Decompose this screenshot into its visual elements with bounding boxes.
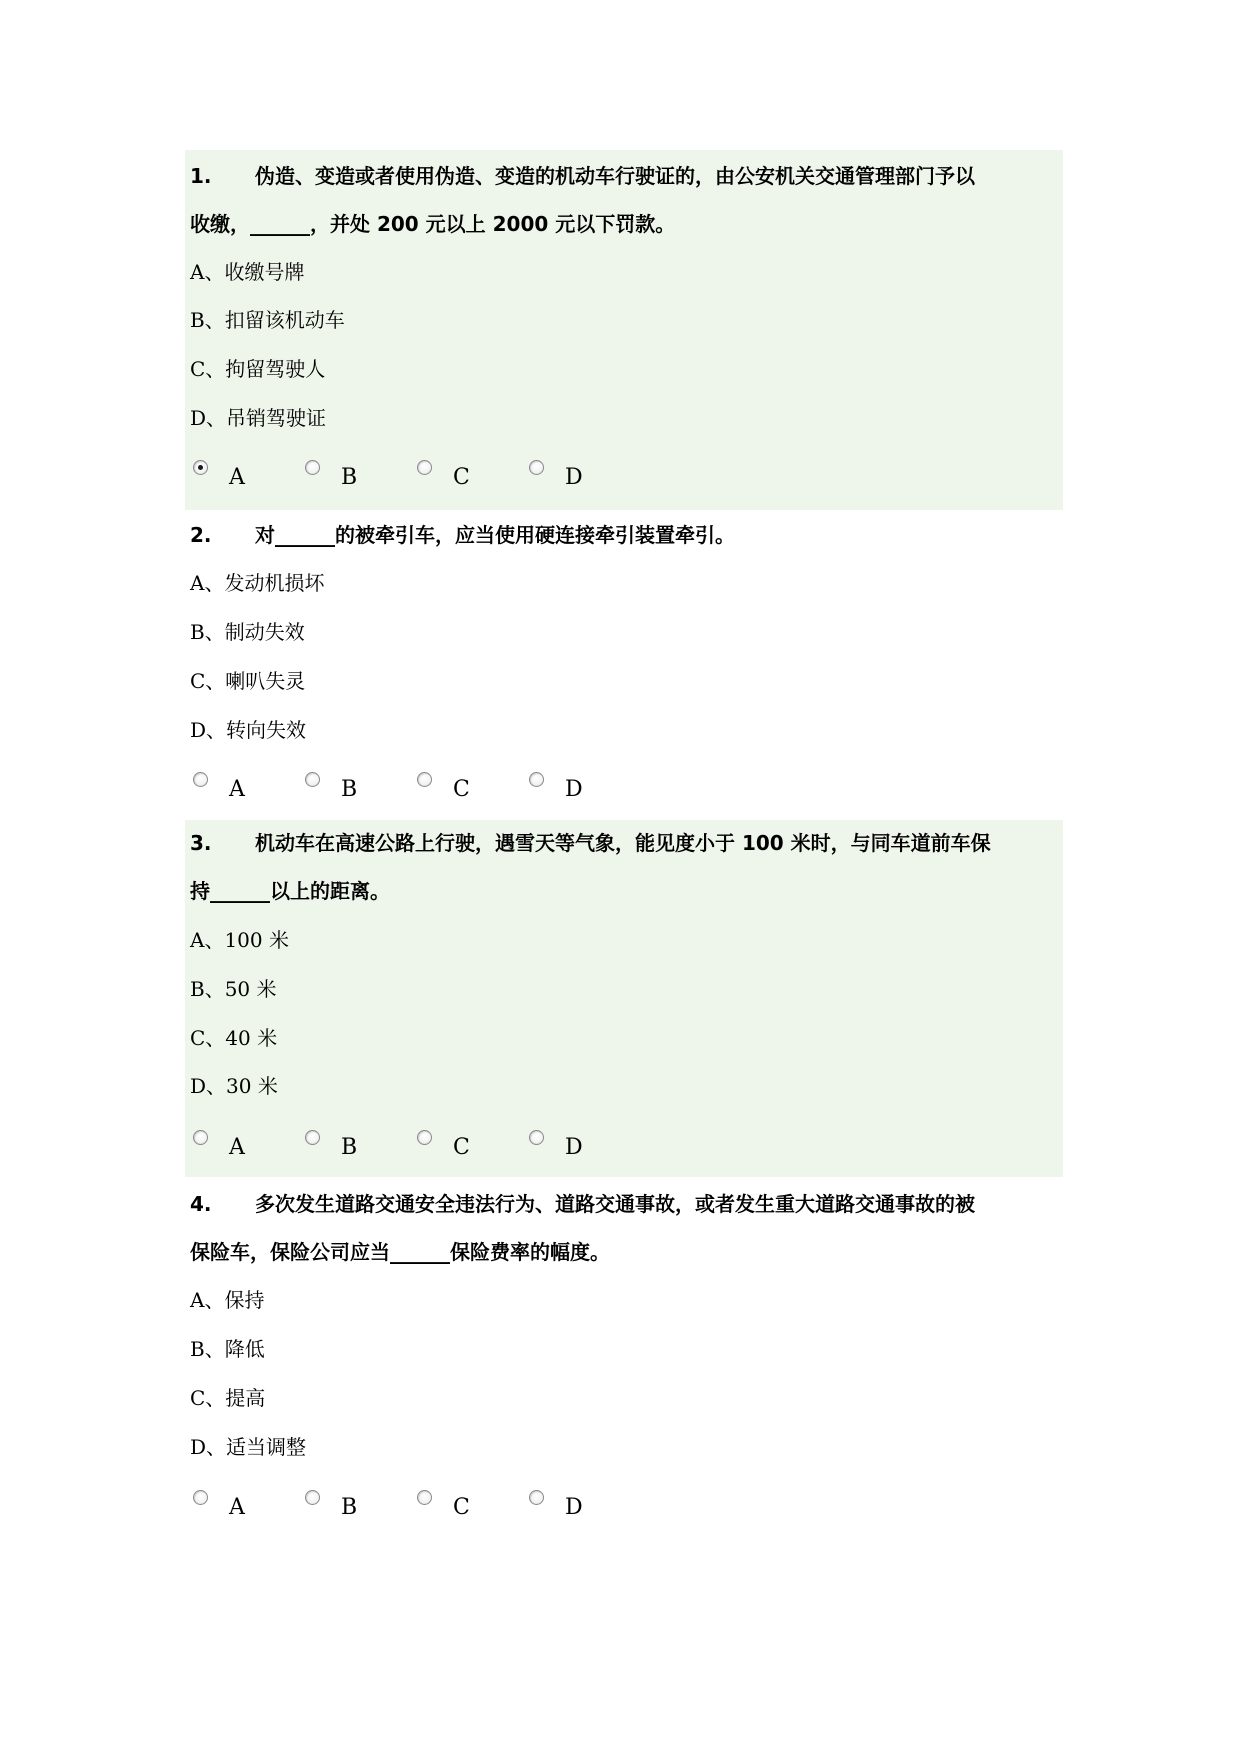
choice-label: D <box>565 465 583 490</box>
choice-label: B <box>341 1135 358 1160</box>
question-1-text-1: 伪造、变造或者使用伪造、变造的机动车行驶证的，由公安机关交通管理部门予以 <box>255 164 975 188</box>
choice-label: D <box>565 1495 583 1520</box>
question-3-option-a: A、100 米 <box>190 928 289 952</box>
question-4-option-d: D、适当调整 <box>190 1435 307 1459</box>
choice-label: A <box>229 1495 245 1520</box>
question-1-answer-row <box>185 460 585 492</box>
question-3-option-d: D、30 米 <box>190 1074 278 1098</box>
radio-button[interactable] <box>529 1130 544 1145</box>
radio-button[interactable] <box>529 1490 544 1505</box>
question-3-option-c: C、40 米 <box>190 1026 278 1050</box>
radio-button[interactable] <box>417 772 432 787</box>
radio-button[interactable] <box>529 772 544 787</box>
question-3-line-2 <box>190 879 390 903</box>
question-3 <box>185 820 1063 1177</box>
choice-label: D <box>565 1135 583 1160</box>
question-3-line-1 <box>190 831 991 855</box>
question-1-option-d: D、吊销驾驶证 <box>190 406 327 430</box>
question-1-number: 1. <box>190 164 212 188</box>
choice-label: B <box>341 465 358 490</box>
question-4-text-2: 保险车，保险公司应当______保险费率的幅度。 <box>190 1240 610 1264</box>
question-3-text-2: 持______以上的距离。 <box>190 879 390 903</box>
question-4-line-2 <box>190 1240 610 1264</box>
question-2-text-1: 对______的被牵引车，应当使用硬连接牵引装置牵引。 <box>255 523 735 547</box>
question-2-line-1 <box>190 523 735 547</box>
choice-label: A <box>229 1135 245 1160</box>
radio-button[interactable] <box>193 1490 208 1505</box>
question-2-option-b: B、制动失效 <box>190 620 305 644</box>
question-4 <box>185 1180 1063 1540</box>
choice-label: B <box>341 1495 358 1520</box>
question-4-text-1: 多次发生道路交通安全违法行为、道路交通事故，或者发生重大道路交通事故的被 <box>255 1192 975 1216</box>
choice-label: C <box>453 1135 470 1160</box>
question-1-line-1 <box>190 164 975 188</box>
question-1-text-2: 收缴，______，并处 200 元以上 2000 元以下罚款。 <box>190 212 676 236</box>
question-2 <box>185 510 1063 815</box>
question-2-option-d: D、转向失效 <box>190 718 307 742</box>
question-2-number: 2. <box>190 523 212 547</box>
radio-button[interactable] <box>417 1130 432 1145</box>
choice-label: A <box>229 777 245 802</box>
question-1 <box>185 150 1063 510</box>
radio-button[interactable] <box>305 460 320 475</box>
question-1-line-2 <box>190 212 675 236</box>
question-3-number: 3. <box>190 831 212 855</box>
question-4-option-b: B、降低 <box>190 1337 265 1361</box>
question-3-option-b: B、50 米 <box>190 977 277 1001</box>
choice-label: C <box>453 777 470 802</box>
radio-button[interactable] <box>529 460 544 475</box>
radio-button[interactable] <box>305 1130 320 1145</box>
radio-button[interactable] <box>193 1130 208 1145</box>
question-1-option-b: B、扣留该机动车 <box>190 308 345 332</box>
question-1-option-a: A、收缴号牌 <box>190 260 305 284</box>
radio-button[interactable] <box>193 460 208 475</box>
choice-label: D <box>565 777 583 802</box>
choice-label: C <box>453 465 470 490</box>
choice-label: A <box>229 465 245 490</box>
question-2-option-a: A、发动机损坏 <box>190 571 325 595</box>
question-4-line-1 <box>190 1192 975 1216</box>
question-3-text-1: 机动车在高速公路上行驶，遇雪天等气象，能见度小于 100 米时，与同车道前车保 <box>255 831 991 855</box>
radio-button[interactable] <box>193 772 208 787</box>
question-4-option-c: C、提高 <box>190 1386 266 1410</box>
question-3-answer-row <box>185 1130 585 1162</box>
choice-label: C <box>453 1495 470 1520</box>
question-4-option-a: A、保持 <box>190 1288 265 1312</box>
question-1-option-c: C、拘留驾驶人 <box>190 357 326 381</box>
question-2-option-c: C、喇叭失灵 <box>190 669 306 693</box>
radio-button[interactable] <box>305 772 320 787</box>
radio-button[interactable] <box>417 460 432 475</box>
choice-label: B <box>341 777 358 802</box>
question-2-answer-row <box>185 772 585 804</box>
radio-button[interactable] <box>305 1490 320 1505</box>
question-4-number: 4. <box>190 1192 212 1216</box>
question-4-answer-row <box>185 1490 585 1522</box>
radio-button[interactable] <box>417 1490 432 1505</box>
